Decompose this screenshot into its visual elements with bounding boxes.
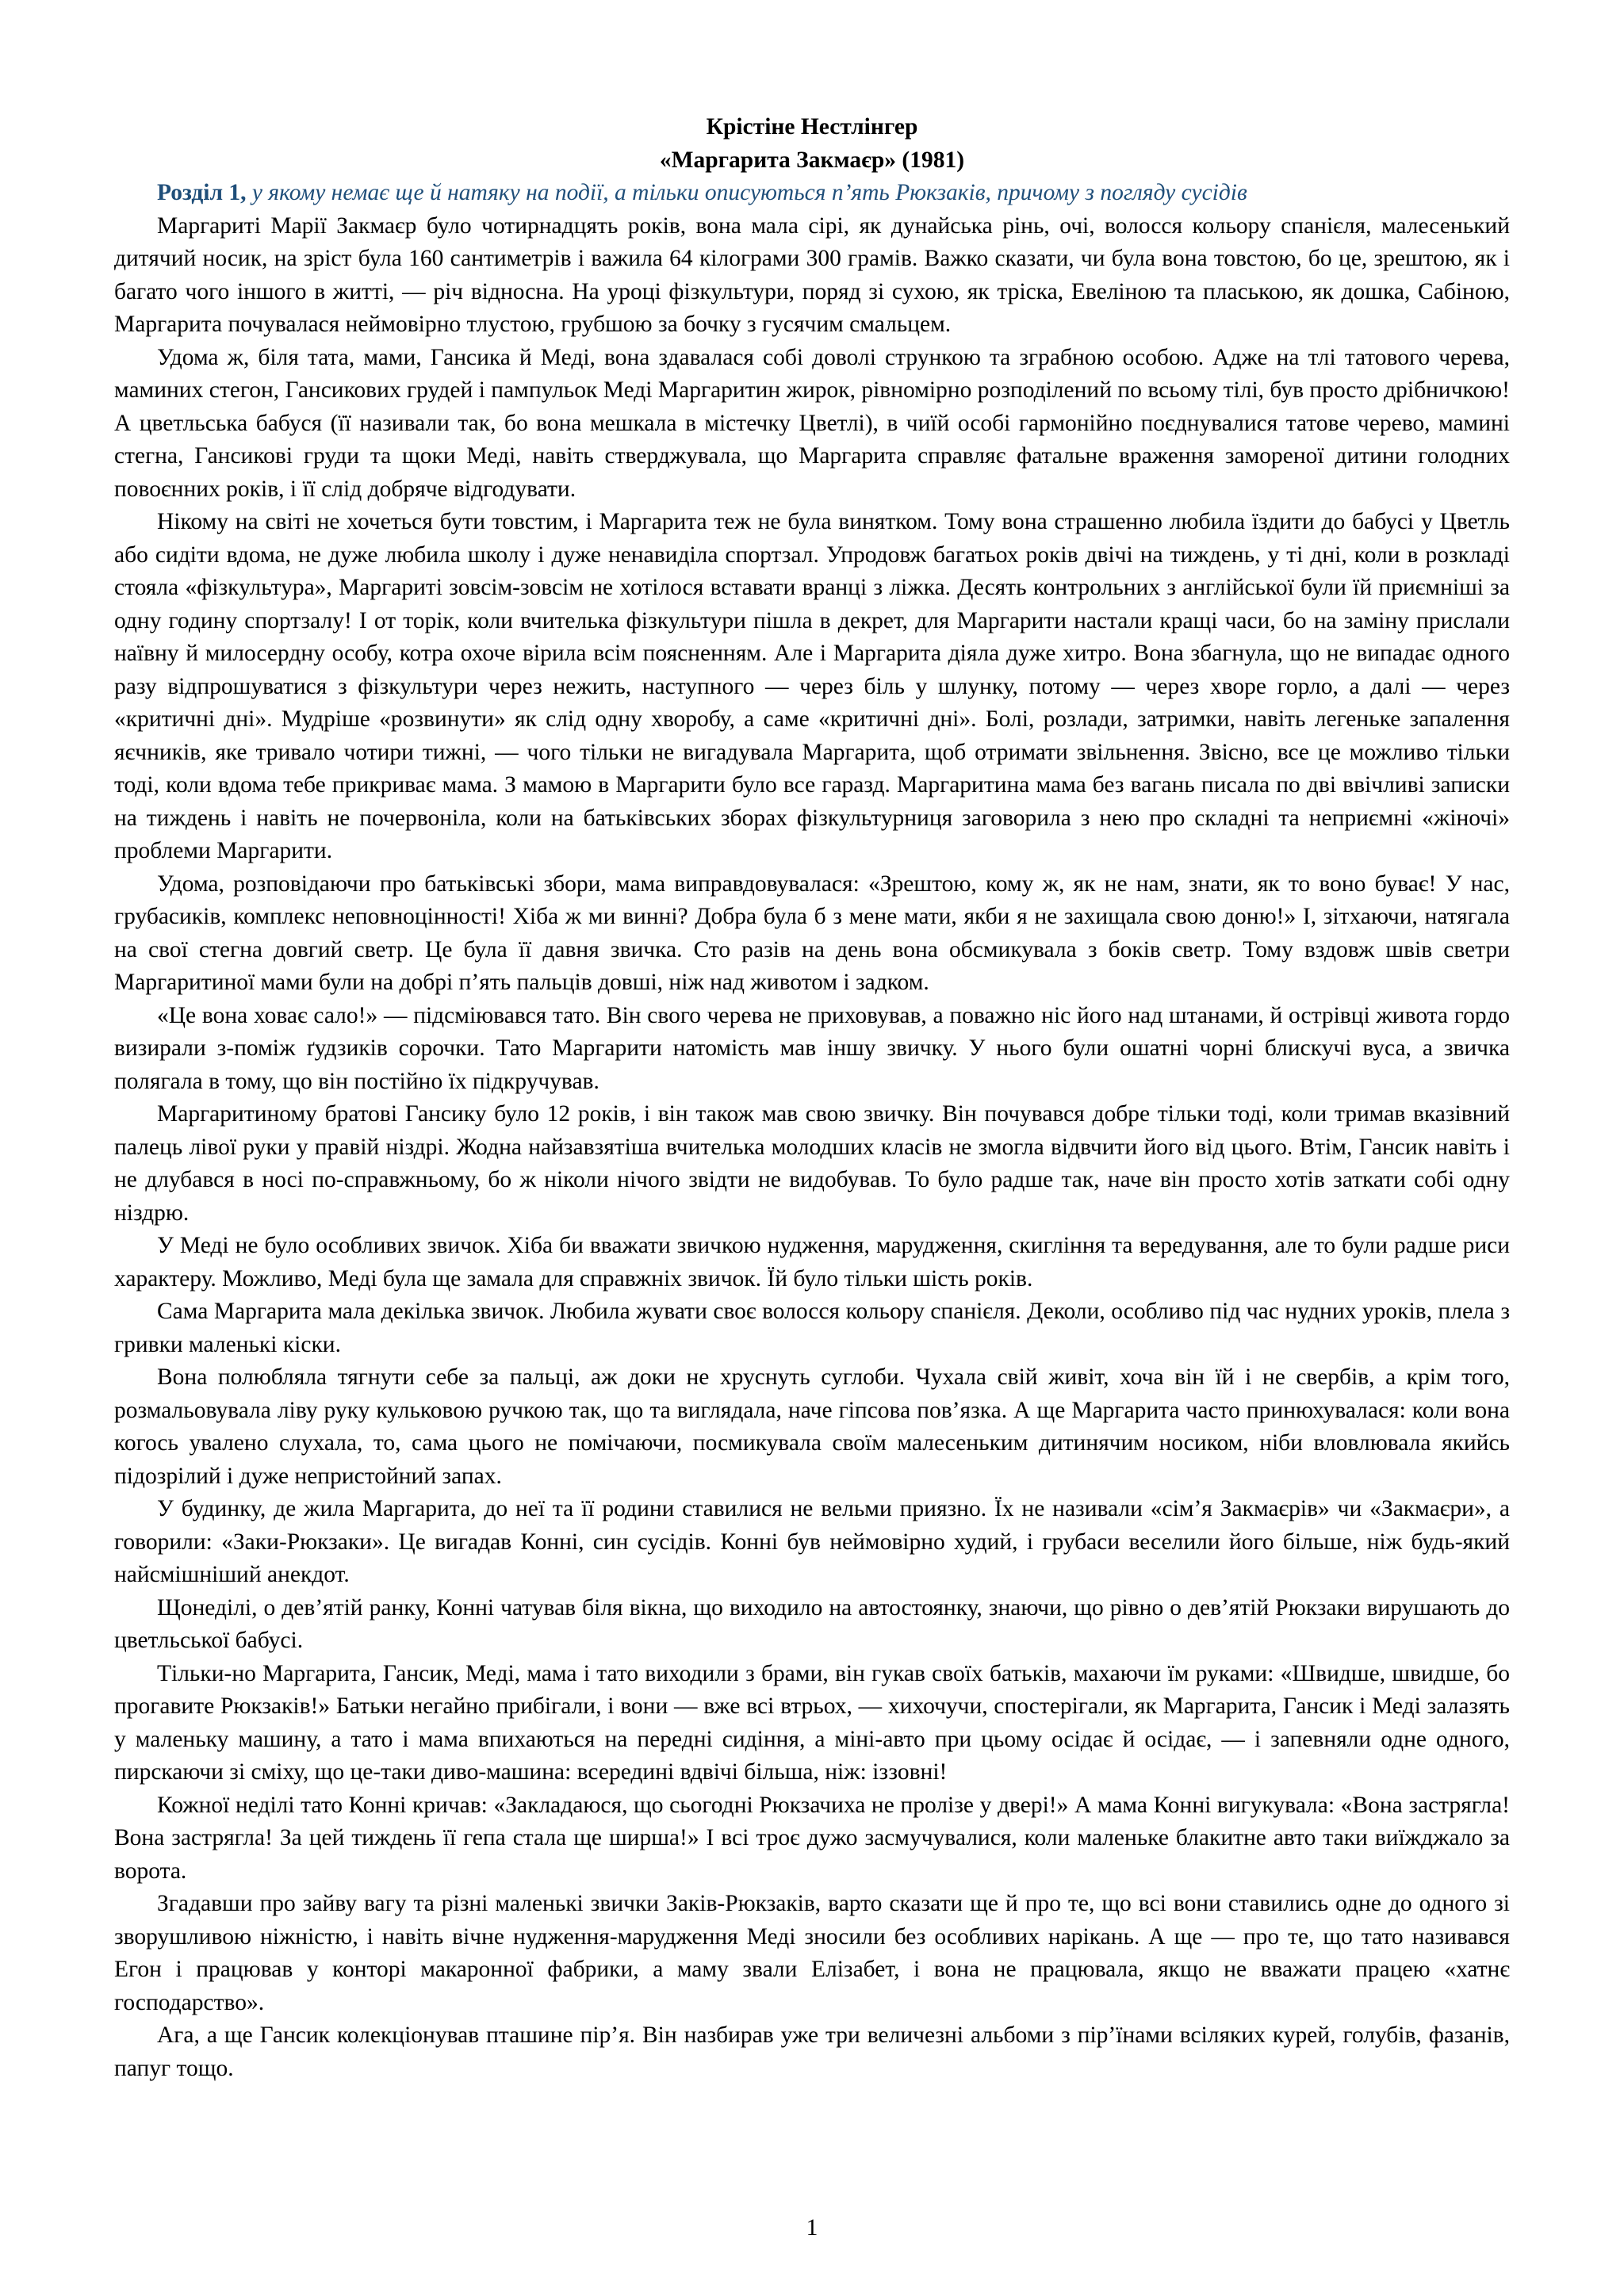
- paragraph-4: Удома, розповідаючи про батьківські збори, мама виправдовувалася: «Зрештою, кому ж, як не нам, знати, як то воно буває! У нас, грубасиків, комплекс неповноцінності! Хіба ж ми винні? Добра була б з мене мати, якби я не захищала свою доню!» І, зітхаючи, натягала на свої стегна довгий светр. Це була її давня звичка. Сто разів на день вона обсмикувала з боків светр. Тому вздовж швів светри Маргаритиної мами були на добрі п’ять пальців довші, ніж над животом і задком.: [114, 871, 1510, 995]
- paragraph-10: У будинку, де жила Маргарита, до неї та її родини ставилися не вельми приязно. Їх не називали «сім’я Закмаєрів» чи «Закмаєри», а говорили: «Заки-Рюкзаки». Це вигадав Конні, син сусідів. Конні був неймовірно худий, і грубаси веселили його більше, ніж будь-який найсмішніший анекдот.: [114, 1496, 1510, 1587]
- paragraph-6: Маргаритиному братові Гансику було 12 років, і він також мав свою звичку. Він почувався добре тільки тоді, коли тримав вказівний палець лівої руки у правій ніздрі. Жодна найзавзятіша вчителька молодших класів не змогла відвчити його від цього. Втім, Гансик навіть і не длубався в носі по-справжньому, бо ж ніколи нічого звідти не видобував. То було радше так, наче він просто хотів заткати собі одну ніздрю.: [114, 1101, 1510, 1226]
- paragraph-8: Сама Маргарита мала декілька звичок. Любила жувати своє волосся кольору спанієля. Деколи, особливо під час нудних уроків, плела з гривки маленькі кіски.: [114, 1299, 1510, 1357]
- paragraph-3: Нікому на світі не хочеться бути товстим, і Маргарита теж не була винятком. Тому вона страшенно любила їздити до бабусі у Цветль або сидіти вдома, не дуже любила школу і дуже ненавиділа спортзал. Упродовж багатьох років двічі на тиждень, у ті дні, коли в розкладі стояла «фізкультура», Маргариті зовсім-зовсім не хотілося вставати вранці з ліжка. Десять контрольних з англійської були їй приємніші за одну годину спортзалу! І от торік, коли вчителька фізкультури пішла в декрет, для Маргарити настали кращі часи, бо на заміну прислали наївну й милосердну особу, котра охоче вірила всім поясненням. Але і Маргарита діяла дуже хитро. Вона збагнула, що не випадає одного разу відпрошуватися з фізкультури через нежить, наступного — через біль у шлунку, потому — через хворе горло, а далі — через «критичні дні». Мудріше «розвинути» як слід одну хворобу, а саме «критичні дні». Болі, розлади, затримки, навіть легеньке запалення яєчників, яке тривало чотири тижні, — чого тільки не вигадувала Маргарита, щоб отримати звільнення. Звісно, все це можливо тільки тоді, коли вдома тебе прикриває мама. З мамою в Маргарити було все гаразд. Маргаритина мама без вагань писала по дві ввічливі записки на тиждень і навіть не почервоніла, коли на батьківських зборах фізкультурниця заговорила з нею про складні та неприємні «жіночі» проблеми Маргарити.: [114, 509, 1510, 863]
- paragraph-12: Тільки-но Маргарита, Гансик, Меді, мама і тато виходили з брами, він гукав своїх батьків, махаючи їм руками: «Швидше, швидше, бо прогавите Рюкзаків!» Батьки негайно прибігали, і вони — вже всі втрьох, — хихочучи, спостерігали, як Маргарита, Гансик і Меді залазять у маленьку машину, а тато і мама впихаються на передні сидіння, а міні-авто при цьому осідає й осідає, — і запевняли одне одного, пирскаючи зі сміху, що це-таки диво-машина: всередині вдвічі більша, ніж: іззовні!: [114, 1660, 1510, 1785]
- paragraph-14: Згадавши про зайву вагу та різні маленькі звички Заків-Рюкзаків, варто сказати ще й про те, що всі вони ставились одне до одного зі зворушливою ніжністю, і навіть вічне нудження-марудження Меді зносили без особливих нарікань. А ще — про те, що тато називався Егон і працював у конторі макаронної фабрики, а маму звали Елізабет, і вона не працювала, якщо не вважати працею «хатнє господарство».: [114, 1891, 1510, 2015]
- paragraph-9: Вона полюбляла тягнути себе за пальці, аж доки не хруснуть суглоби. Чухала свій живіт, хоча він їй і не свербів, а крім того, розмальовувала ліву руку кульковою ручкою так, що та виглядала, наче гіпсова пов’язка. А ще Маргарита часто принюхувалася: коли вона когось увалено слухала, то, сама цього не помічаючи, посмикувала своїм малесеньким дитинячим носиком, ніби вловлювала якийсь підозрілий і дуже непристойний запах.: [114, 1364, 1510, 1489]
- paragraph-7: У Меді не було особливих звичок. Хіба би вважати звичкою нудження, марудження, скигління та вередування, але то були радше риси характеру. Можливо, Меді була ще замала для справжніх звичок. Їй було тільки шість років.: [114, 1233, 1510, 1292]
- chapter-heading: [114, 177, 1510, 210]
- author-name: Крістіне Нестлінгер: [706, 114, 918, 140]
- paragraph-2: Удома ж, біля тата, мами, Гансика й Меді, вона здавалася собі доволі стрункою та зграбною особою. Адже на тлі татового черева, маминих стегон, Гансикових грудей і пампульок Меді Маргаритин жирок, рівномірно розподілений по всьому тілі, був просто дрібничкою! А цветльська бабуся (її називали так, бо вона мешкала в містечку Цветлі), в чиїй особі гармонійно поєднувалися татове черево, мамині стегна, Гансикові груди та щоки Меді, навіть стверджувала, що Маргарита справляє фатальне враження замореної дитини голодних повоєнних років, і її слід добряче відгодувати.: [114, 344, 1510, 502]
- page-number: 1: [806, 2215, 818, 2241]
- book-title: «Маргарита Закмаєр» (1981): [659, 147, 965, 173]
- paragraph-1: Маргариті Марії Закмаєр було чотирнадцять років, вона мала сірі, як дунайська рінь, очі, волосся кольору спанієля, малесенький дитячий носик, на зріст була 160 сантиметрів і важила 64 кілограми 300 грамів. Важко сказати, чи була вона товстою, бо це, зрештою, як і багато чого іншого в житті, — річ відносна. На уроці фізкультури, поряд зі сухою, як тріска, Евеліною та плаською, як дошка, Сабіною, Маргарита почувалася неймовірно тлустою, грубшою за бочку з гусячим смальцем.: [114, 212, 1510, 337]
- paragraph-13: Кожної неділі тато Конні кричав: «Закладаюся, що сьогодні Рюкзачиха не пролізе у двері!» А мама Конні вигукувала: «Вона застрягла! Вона застрягла! За цей тиждень її гепа стала ще ширша!» І всі троє дужо засмучувалися, коли маленьке блакитне авто таки виїжджало за ворота.: [114, 1792, 1510, 1884]
- chapter-description: у якому немає ще й натяку на події, а тільки описуються п’ять Рюкзаків, причому з погляду сусідів: [251, 180, 1247, 205]
- paragraph-15: Ага, а ще Гансик колекціонував пташине пір’я. Він назбирав уже три величезні альбоми з пір’їнами всіляких курей, голубів, фазанів, папуг тощо.: [114, 2022, 1510, 2081]
- paragraph-11: Щонеділі, о дев’ятій ранку, Конні чатував біля вікна, що виходило на автостоянку, знаючи, що рівно о дев’ятій Рюкзаки вирушають до цветльської бабусі.: [114, 1594, 1510, 1653]
- chapter-number: Розділ 1,: [157, 180, 247, 205]
- paragraph-5: «Це вона ховає сало!» — підсміювався тато. Він свого черева не приховував, а поважно ніс його над штанами, й острівці живота гордо визирали з-поміж ґудзиків сорочки. Тато Маргарити натомість мав іншу звичку. У нього були ошатні чорні блискучі вуса, а звичка полягала в тому, що він постійно їх підкручував.: [114, 1002, 1510, 1094]
